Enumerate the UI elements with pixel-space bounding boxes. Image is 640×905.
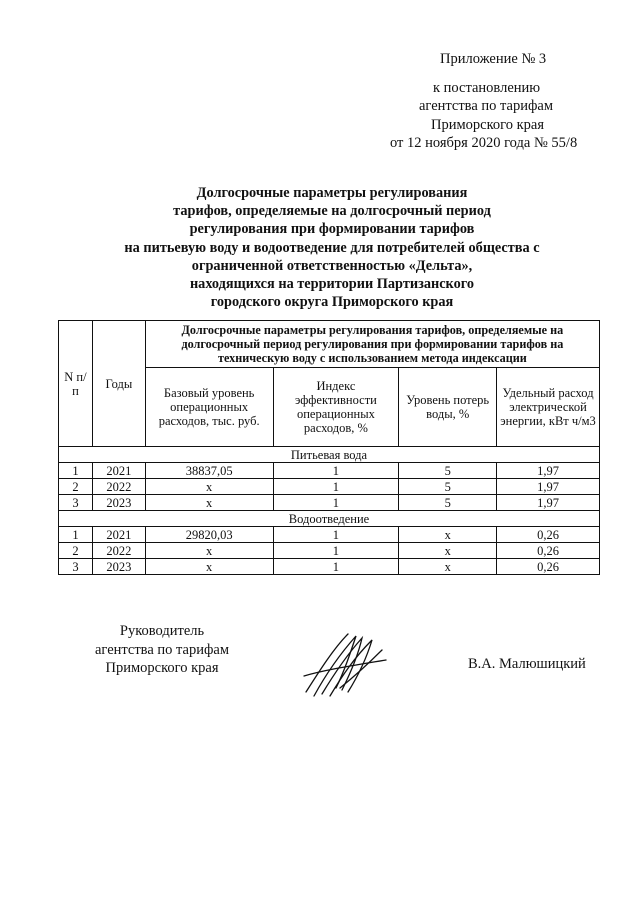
appendix-date: от 12 ноября 2020 года № 55/8: [390, 135, 578, 151]
header-base-opex: Базовый уровень операционных расходов, тыс. руб.: [145, 368, 273, 447]
cell-energy-consumption: 0,26: [497, 543, 600, 559]
cell-energy-consumption: 0,26: [497, 559, 600, 575]
section-drinking-water: Питьевая вода: [59, 447, 600, 463]
cell-base-opex: х: [145, 543, 273, 559]
cell-water-loss: 5: [399, 479, 497, 495]
header-group: Долгосрочные параметры регулирования тарифов, определяемые на долгосрочный период регулирования при формировании тарифов на техническую воду с использованием метода индексации: [145, 321, 599, 368]
parameters-table: [58, 320, 600, 575]
header-energy-consumption: Удельный расход электрической энергии, кВт ч/м3: [497, 368, 600, 447]
appendix-block: [390, 50, 620, 153]
cell-base-opex: х: [145, 479, 273, 495]
position-line: Приморского края: [105, 660, 219, 676]
handwritten-signature-icon: [300, 630, 390, 705]
cell-year: 2022: [92, 543, 145, 559]
table-row: [59, 463, 600, 479]
title-line: на питьевую воду и водоотведение для потребителей общества с: [124, 239, 540, 256]
cell-energy-consumption: 1,97: [497, 495, 600, 511]
cell-water-loss: х: [399, 543, 497, 559]
cell-energy-consumption: 0,26: [497, 527, 600, 543]
table-row: [59, 479, 600, 495]
cell-number: 3: [59, 559, 93, 575]
table-row: [59, 495, 600, 511]
title-line: находящихся на территории Партизанского: [189, 276, 475, 293]
table-row: [59, 543, 600, 559]
cell-efficiency-index: 1: [273, 559, 399, 575]
cell-energy-consumption: 1,97: [497, 479, 600, 495]
title-line: ограниченной ответственностью «Дельта»,: [191, 257, 473, 274]
cell-year: 2023: [92, 559, 145, 575]
header-number: N п/п: [59, 321, 93, 447]
cell-base-opex: 29820,03: [145, 527, 273, 543]
header-years: Годы: [92, 321, 145, 447]
signatory-name: В.А. Малюшицкий: [468, 656, 586, 672]
cell-efficiency-index: 1: [273, 543, 399, 559]
cell-efficiency-index: 1: [273, 463, 399, 479]
cell-number: 1: [59, 527, 93, 543]
header-water-loss: Уровень потерь воды, %: [399, 368, 497, 447]
cell-base-opex: х: [145, 559, 273, 575]
cell-water-loss: 5: [399, 495, 497, 511]
cell-efficiency-index: 1: [273, 495, 399, 511]
cell-year: 2023: [92, 495, 145, 511]
appendix-line: агентства по тарифам: [419, 98, 553, 114]
cell-base-opex: х: [145, 495, 273, 511]
cell-water-loss: 5: [399, 463, 497, 479]
appendix-number: Приложение № 3: [440, 51, 547, 67]
section-wastewater: Водоотведение: [59, 511, 600, 527]
cell-number: 1: [59, 463, 93, 479]
cell-efficiency-index: 1: [273, 527, 399, 543]
cell-water-loss: х: [399, 527, 497, 543]
cell-year: 2022: [92, 479, 145, 495]
table-row: [59, 559, 600, 575]
cell-number: 3: [59, 495, 93, 511]
cell-year: 2021: [92, 527, 145, 543]
position-line: агентства по тарифам: [95, 641, 229, 658]
signatory-position: [62, 622, 262, 678]
cell-base-opex: 38837,05: [145, 463, 273, 479]
header-efficiency-index: Индекс эффективности операционных расходов, %: [273, 368, 399, 447]
table-row: [59, 527, 600, 543]
title-line: регулирования при формировании тарифов: [189, 221, 475, 238]
appendix-line: к постановлению: [433, 79, 541, 96]
cell-efficiency-index: 1: [273, 479, 399, 495]
cell-water-loss: х: [399, 559, 497, 575]
appendix-line: Приморского края: [431, 116, 545, 133]
cell-number: 2: [59, 543, 93, 559]
cell-number: 2: [59, 479, 93, 495]
cell-energy-consumption: 1,97: [497, 463, 600, 479]
title-line: городского округа Приморского края: [210, 294, 454, 311]
document-title: [60, 184, 604, 311]
cell-year: 2021: [92, 463, 145, 479]
title-line: тарифов, определяемые на долгосрочный период: [173, 203, 491, 220]
position-line: Руководитель: [119, 623, 205, 639]
title-line: Долгосрочные параметры регулирования: [196, 185, 468, 201]
